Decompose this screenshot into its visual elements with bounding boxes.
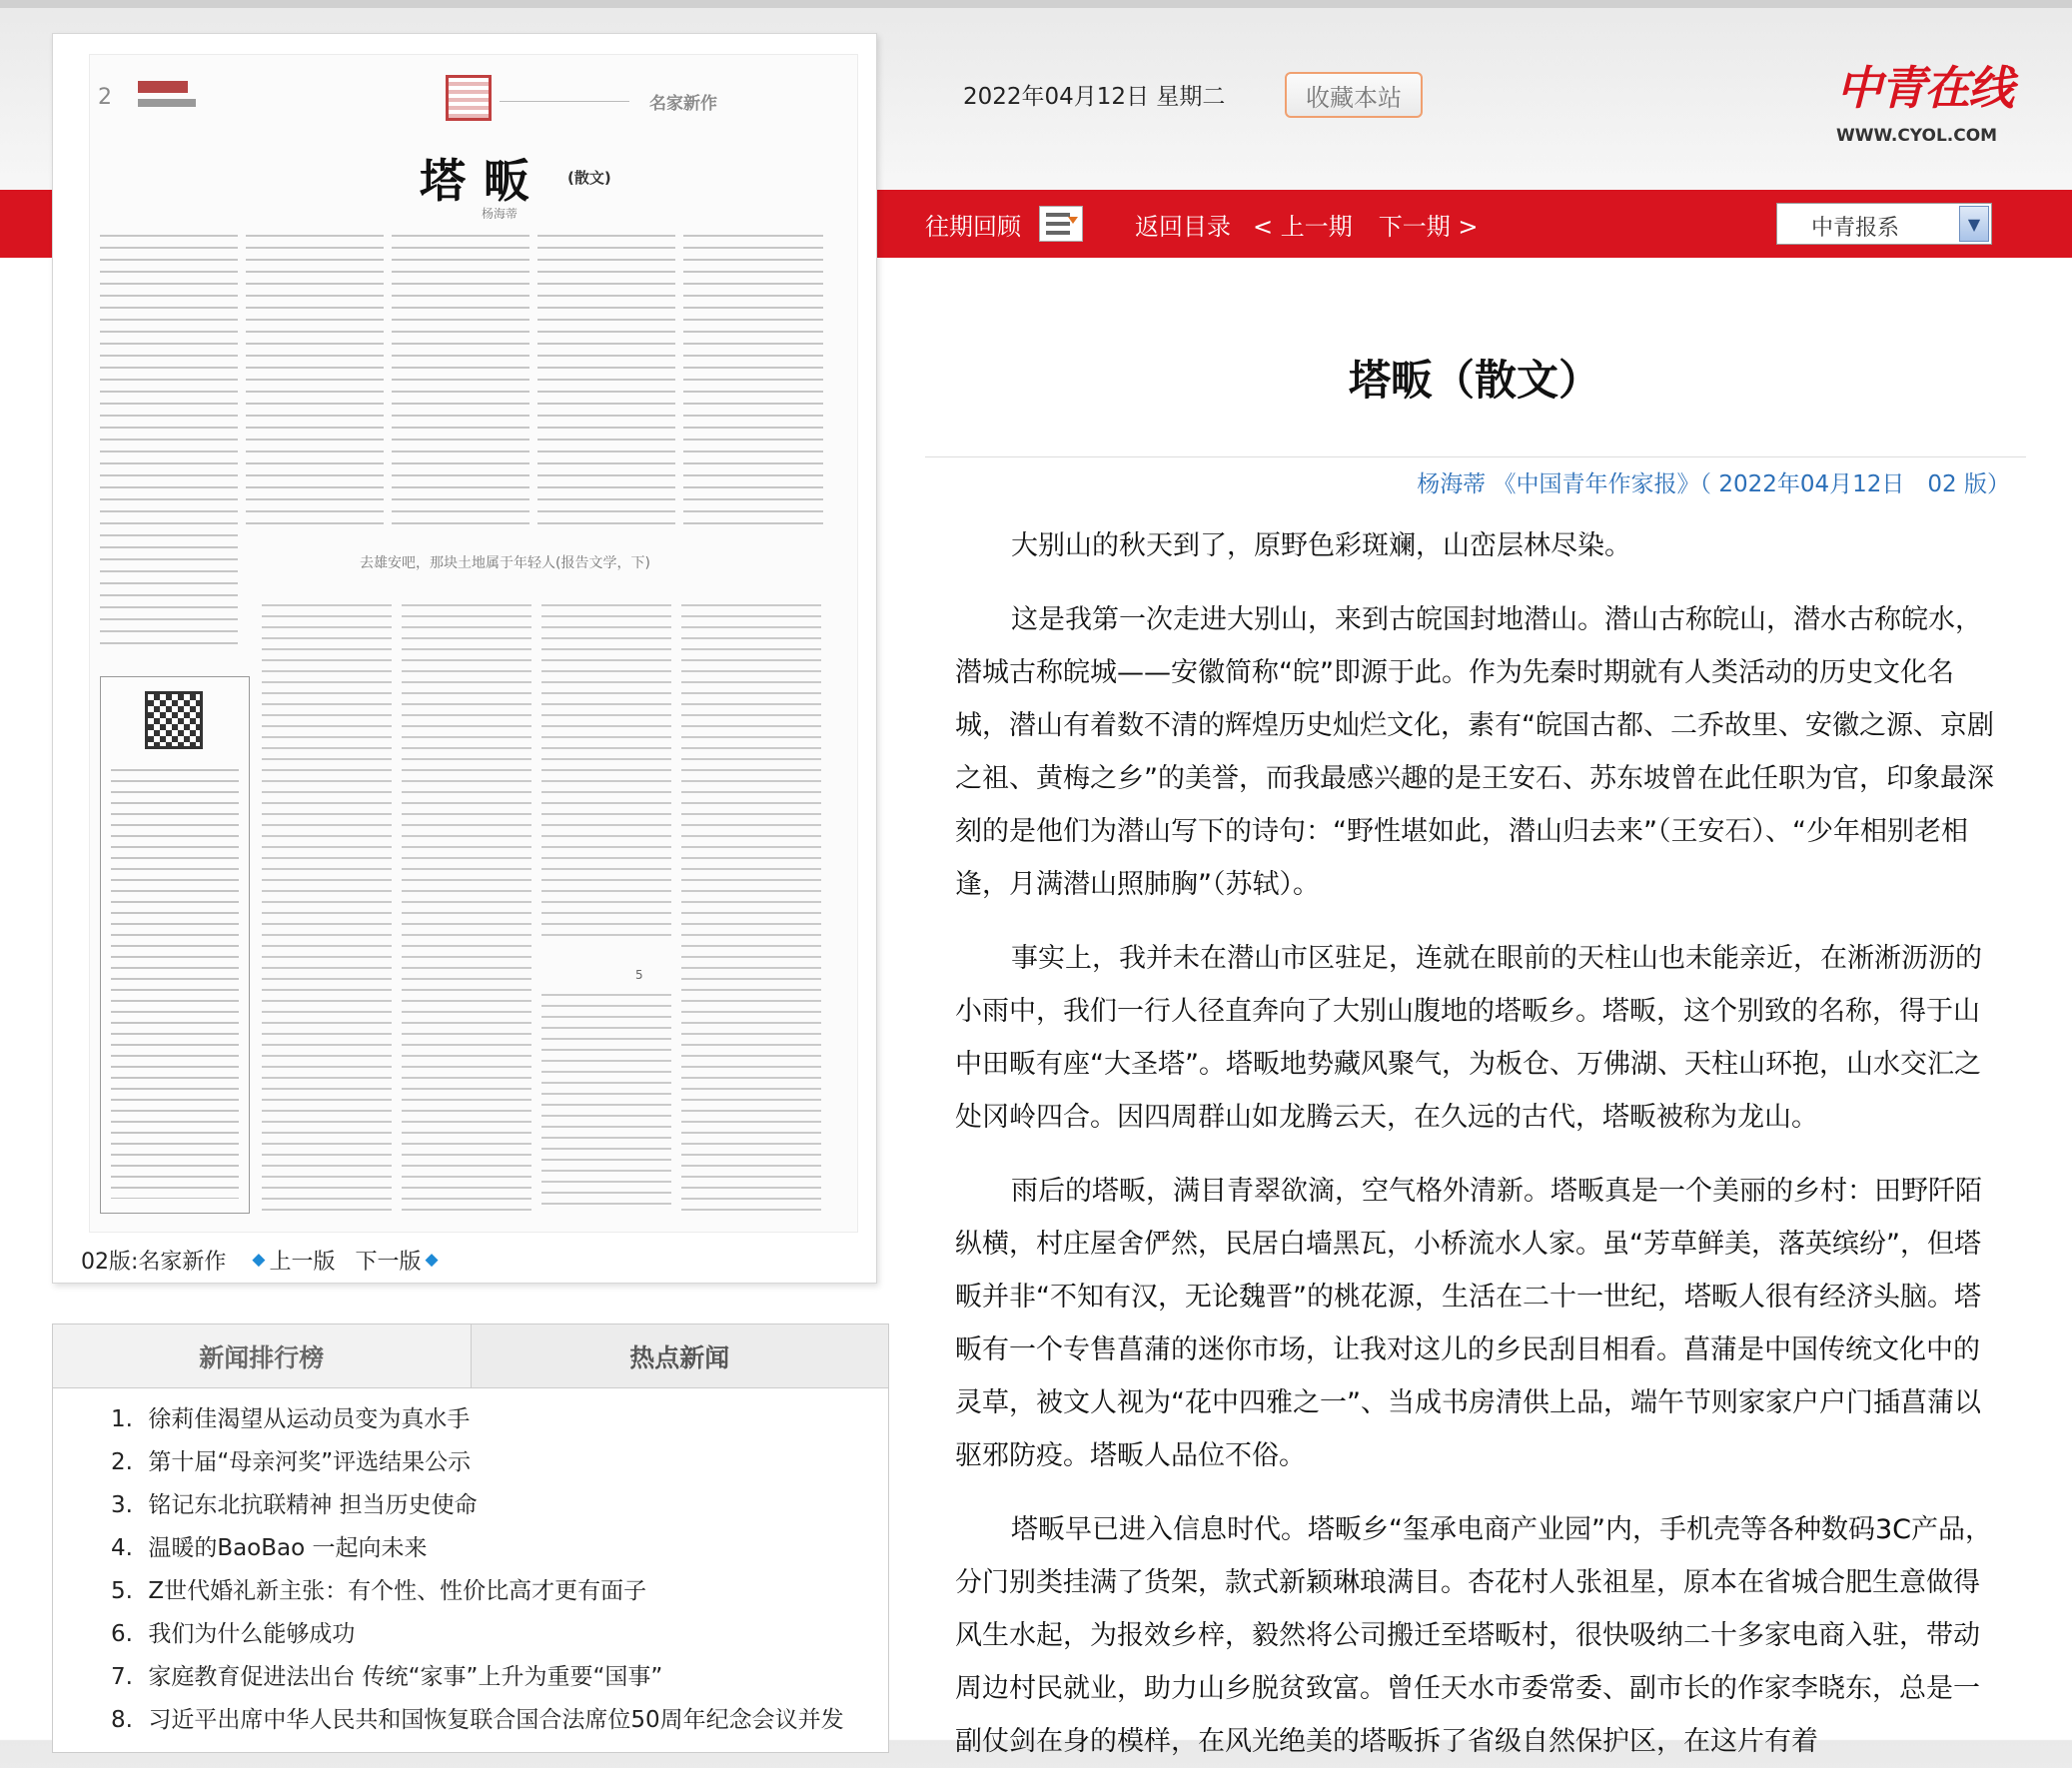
prev-issue-link[interactable]: < 上一期: [1253, 212, 1353, 241]
page-section-name: 名家新作: [649, 94, 717, 114]
text-column: [246, 235, 384, 534]
bookmark-button[interactable]: 收藏本站: [1285, 72, 1423, 118]
article-paragraph: 这是我第一次走进大别山，来到古皖国封地潜山。潜山古称皖山，潜水古称皖水，潜城古称皖城——安徽简称“皖”即源于此。作为先秦时期就有人类活动的历史文化名城，潜山有着数不清的辉煌历史灿烂文化，素有“皖国古都、二乔故里、安徽之源、京剧之祖、黄梅之乡”的美誉，而我最感兴趣的是王安石、苏东坡曾在此任职为官，印象最深刻的是他们为潜山写下的诗句：“野性堪如此，潜山归去来”（王安石）、“少年相别老相逢，月满潜山照肺胸”（苏轼）。: [955, 604, 1994, 900]
top-strip: [0, 0, 2072, 8]
chevron-down-icon[interactable]: ▼: [1959, 206, 1989, 242]
arrow-right-icon[interactable]: ◆: [425, 1250, 439, 1270]
rank-tabs: [53, 1325, 888, 1388]
text-column: [537, 235, 675, 534]
site-logo[interactable]: [1836, 52, 2012, 164]
qr-code-icon: [145, 691, 203, 749]
list-item[interactable]: 2. 第十届“母亲河奖”评选结果公示: [111, 1449, 472, 1475]
text-column: [541, 994, 671, 1214]
next-issue-link[interactable]: 下一期 >: [1378, 212, 1479, 241]
logo-mark: 中青在线: [1836, 61, 2012, 115]
logo-url: WWW.CYOL.COM: [1836, 126, 1998, 146]
rank-list: [53, 1388, 888, 1742]
article-paragraph: 大别山的秋天到了，原野色彩斑斓，山峦层林尽染。: [1011, 530, 1631, 561]
text-column: [392, 235, 529, 534]
page-author: 杨海蒂: [482, 207, 518, 221]
newspaper-logo: [138, 81, 198, 115]
issue-navigation: [925, 190, 1479, 258]
arrow-left-icon[interactable]: ◆: [252, 1250, 266, 1270]
list-item[interactable]: 3. 铭记东北抗联精神 担当历史使命: [111, 1492, 478, 1518]
text-column: [683, 235, 823, 534]
prev-page-link[interactable]: 上一版: [269, 1249, 336, 1275]
news-rank-box: [52, 1324, 889, 1753]
list-item[interactable]: 6. 我们为什么能够成功: [111, 1621, 356, 1647]
article-title: 塔畈（散文）: [1348, 356, 1600, 405]
article-paragraph: 雨后的塔畈，满目青翠欲滴，空气格外清新。塔畈真是一个美丽的乡村：田野阡陌纵横，村庄屋舍俨然，民居白墙黑瓦，小桥流水人家。虽“芳草鲜美，落英缤纷”，但塔畈并非“不知有汉，无论魏晋”的桃花源，生活在二十一世纪，塔畈人很有经济头脑。塔畈有一个专售菖蒲的迷你市场，让我对这儿的乡民刮目相看。菖蒲是中国传统文化中的灵草，被文人视为“花中四雅之一”、当成书房清供上品，端午节则家家户户门插菖蒲以驱邪防疫。塔畈人品位不俗。: [955, 1176, 1982, 1471]
text-column: [100, 235, 238, 654]
page-nav-footer: [81, 1245, 439, 1275]
grid-list-icon[interactable]: [1039, 206, 1083, 242]
header-rule: [500, 101, 629, 102]
article-paragraph: 塔畈早已进入信息时代。塔畈乡“玺承电商产业园”内，手机壳等各种数码3C产品，分门别类挂满了货架，款式新颖琳琅满目。杏花村人张祖星，原本在省城合肥生意做得风生水起，为报效乡梓，毅然将公司搬迁至塔畈村，很快吸纳二十多家电商入驻，带动周边村民就业，助力山乡脱贫致富。曾任天水市委常委、副市长的作家李晓东，总是一副仗剑在身的模样，在风光绝美的塔畈拆了省级自然保护区，在这片有着: [955, 1514, 1993, 1757]
list-item[interactable]: 5. Z世代婚礼新主张：有个性、性价比高才更有面子: [111, 1578, 647, 1604]
archive-link[interactable]: 往期回顾: [925, 212, 1021, 241]
text-column: [262, 604, 392, 1214]
section-number: 5: [635, 968, 643, 982]
paper-select[interactable]: [1776, 203, 1992, 245]
article-body: [955, 519, 1996, 1757]
next-page-link[interactable]: 下一版: [355, 1249, 422, 1275]
tab-news-rank[interactable]: 新闻排行榜: [53, 1325, 472, 1387]
article-paragraph: 事实上，我并未在潜山市区驻足，连就在眼前的天柱山也未能亲近，在淅淅沥沥的小雨中，我们一行人径直奔向了大别山腹地的塔畈乡。塔畈，这个别致的名称，得于山中田畈有座“大圣塔”。塔畈地势藏风聚气，为板仓、万佛湖、天柱山环抱，山水交汇之处冈岭四合。因四周群山如龙腾云天，在久远的古代，塔畈被称为龙山。: [955, 943, 1982, 1133]
page-number: 2: [98, 85, 112, 110]
list-item[interactable]: 8. 习近平出席中华人民共和国恢复联合国合法席位50周年纪念会议并发: [111, 1707, 844, 1733]
page-headline: 塔畈: [420, 154, 547, 208]
tab-hot-news[interactable]: 热点新闻: [472, 1325, 889, 1387]
list-item[interactable]: 7. 家庭教育促进法出台 传统“家事”上升为重要“国事”: [111, 1664, 663, 1690]
page-pull-quote: 去雄安吧，那块土地属于年轻人(报告文学，下): [360, 555, 650, 571]
masthead-box: [100, 676, 250, 1214]
text-column: [681, 604, 821, 1214]
current-date: 2022年04月12日 星期二: [963, 84, 1226, 110]
paper-select-value: 中青报系: [1811, 216, 1900, 241]
newspaper-page-image[interactable]: [89, 54, 858, 1233]
masthead-text: [111, 769, 239, 1199]
page-headline-sub: (散文): [567, 169, 611, 187]
list-item[interactable]: 1. 徐莉佳渴望从运动员变为真水手: [111, 1406, 471, 1432]
text-column: [541, 604, 671, 944]
list-item[interactable]: 4. 温暖的BaoBao 一起向未来: [111, 1535, 428, 1561]
text-column: [402, 604, 531, 1214]
seal-icon: [446, 75, 492, 121]
back-to-index-link[interactable]: 返回目录: [1135, 212, 1231, 241]
article-meta[interactable]: 杨海蒂 《中国青年作家报》（ 2022年04月12日 02 版）: [1417, 471, 2010, 497]
newspaper-page-panel: [52, 33, 877, 1284]
title-divider: [925, 456, 2026, 457]
page-label: 02版:名家新作: [81, 1249, 227, 1275]
